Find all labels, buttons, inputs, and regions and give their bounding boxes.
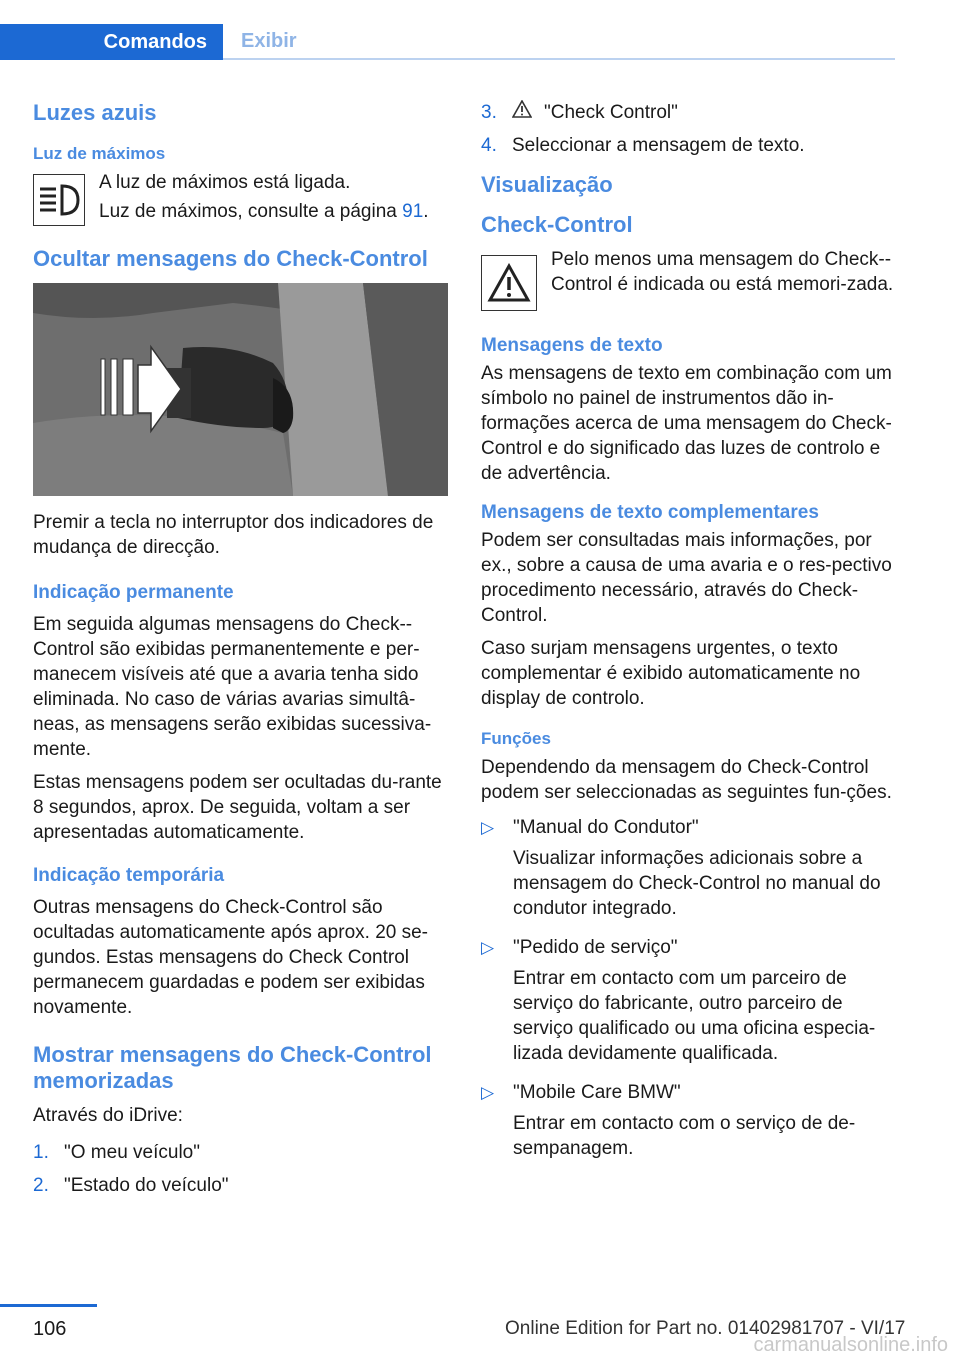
function-desc: Entrar em contacto com um parceiro de serviço do fabricante, outro parceiro de serviço qualificado ou uma oficina especia-lizada devidamente qualificada.	[513, 967, 876, 1064]
list-item	[481, 133, 895, 158]
right-column	[481, 100, 895, 1175]
page-number: 106	[33, 1318, 67, 1340]
high-beam-text	[99, 170, 429, 228]
section-title-mensagens-texto: Mensagens de texto	[481, 334, 663, 356]
function-label: "Pedido de serviço"	[513, 936, 678, 958]
step-text: "Check Control"	[544, 102, 678, 123]
high-beam-ref-end: .	[423, 201, 429, 223]
step-number: 4.	[481, 135, 497, 156]
section-title-mostrar: Mostrar mensagens do Check-Control memorizadas	[33, 1041, 432, 1094]
section-title-visualizacao: Visualização	[481, 172, 613, 197]
function-label: "Manual do Condutor"	[513, 816, 699, 838]
section-title-funcoes: Funções	[481, 728, 551, 748]
subsection-luz-maximos: Luz de máximos	[33, 144, 166, 164]
watermark: carmanualsonline.info	[753, 1334, 948, 1356]
step-text: "Estado do veículo"	[64, 1174, 229, 1196]
turn-signal-lever-photo	[33, 283, 448, 496]
tab-comandos[interactable]: Comandos	[0, 24, 223, 60]
step-number: 1.	[33, 1141, 49, 1163]
functions-list	[481, 815, 895, 1167]
complementary-para-2: Caso surjam mensagens urgentes, o texto complementar é exibido automaticamente no display de controlo.	[481, 637, 861, 709]
high-beam-line1: A luz de máximos está ligada.	[99, 172, 351, 194]
temporary-para-1: Outras mensagens do Check-Control são ocultadas automaticamente após aprox. 20 se-gundos. Estas mensagens do Check Control permanecem guardadas e podem ser exibidas novamente.	[33, 896, 429, 1018]
edition-line: Online Edition for Part no. 01402981707 - VI/17	[505, 1318, 906, 1339]
step-text: Seleccionar a mensagem de texto.	[512, 135, 805, 156]
footer-rule	[0, 1304, 97, 1307]
function-item-body	[513, 815, 895, 927]
warning-triangle-icon	[481, 255, 537, 311]
idrive-intro: Através do iDrive:	[33, 1104, 183, 1126]
list-item	[481, 100, 895, 125]
section-title-indicacao-temporaria: Indicação temporária	[33, 864, 225, 886]
tab-exibir[interactable]: Exibir	[223, 24, 895, 60]
list-item	[481, 815, 895, 927]
functions-intro: Dependendo da mensagem do Check-Control podem ser seleccionadas as seguintes fun-ções.	[481, 756, 892, 803]
left-column	[33, 100, 448, 1206]
steps-list-right	[481, 100, 895, 158]
function-desc: Visualizar informações adicionais sobre a mensagem do Check-Control no manual do condutor integrado.	[513, 847, 881, 919]
section-title-indicacao-permanente: Indicação permanente	[33, 581, 234, 603]
permanent-para-1: Em seguida algumas mensagens do Check--Control são exibidas permanentemente e per-manecem visíveis até que a avaria tenha sido eliminada. No caso de várias avarias simultâ-neas, as mensagens serão exibidas sucessiva-mente.	[33, 613, 432, 760]
function-item-body	[513, 935, 895, 1072]
step-number: 3.	[481, 102, 497, 123]
permanent-para-2: Estas mensagens podem ser ocultadas du-rante 8 segundos, aprox. De seguida, voltam a ser apresentadas automaticamente.	[33, 771, 442, 843]
list-item	[481, 935, 895, 1072]
list-item	[481, 1080, 895, 1167]
lever-caption: Premir a tecla no interruptor dos indicadores de mudança de direcção.	[33, 511, 434, 558]
section-title-ocultar: Ocultar mensagens do Check-Control	[33, 246, 428, 272]
text-messages-para: As mensagens de texto em combinação com um símbolo no painel de instrumentos dão in-formações acerca de uma mensagem do Check-Control e do significado das luzes de controlo e de advertência.	[481, 362, 892, 484]
check-control-desc: Pelo menos uma mensagem do Check--Control é indicada ou está memori-zada.	[551, 248, 894, 295]
section-title-luzes-azuis: Luzes azuis	[33, 100, 157, 125]
steps-list-left	[33, 1140, 448, 1198]
triangle-bullet-icon: ▷	[481, 937, 495, 957]
high-beam-line2	[99, 199, 429, 224]
list-item	[33, 1173, 448, 1198]
header-tabs	[0, 24, 895, 60]
high-beam-row	[33, 170, 448, 228]
step-number: 2.	[33, 1174, 49, 1196]
high-beam-ref-text: Luz de máximos, consulte a página	[99, 201, 403, 223]
list-item	[33, 1140, 448, 1165]
high-beam-icon	[33, 174, 85, 226]
subsection-check-control: Check-Control	[481, 212, 633, 238]
function-desc: Entrar em contacto com o serviço de de-sempanagem.	[513, 1112, 856, 1159]
check-control-row	[481, 247, 895, 311]
triangle-bullet-icon: ▷	[481, 817, 495, 837]
triangle-bullet-icon: ▷	[481, 1082, 495, 1102]
complementary-para-1: Podem ser consultadas mais informações, por ex., sobre a causa de uma avaria e o res-pectivo procedimento necessário, através do Check-Control.	[481, 529, 892, 626]
function-item-body	[513, 1080, 895, 1167]
check-control-text	[551, 247, 895, 301]
section-title-mensagens-complementares: Mensagens de texto complementares	[481, 501, 819, 523]
page-link-91[interactable]: 91	[402, 201, 424, 223]
step-text: "O meu veículo"	[64, 1141, 200, 1163]
function-label: "Mobile Care BMW"	[513, 1081, 681, 1103]
warning-small-icon	[512, 100, 532, 125]
